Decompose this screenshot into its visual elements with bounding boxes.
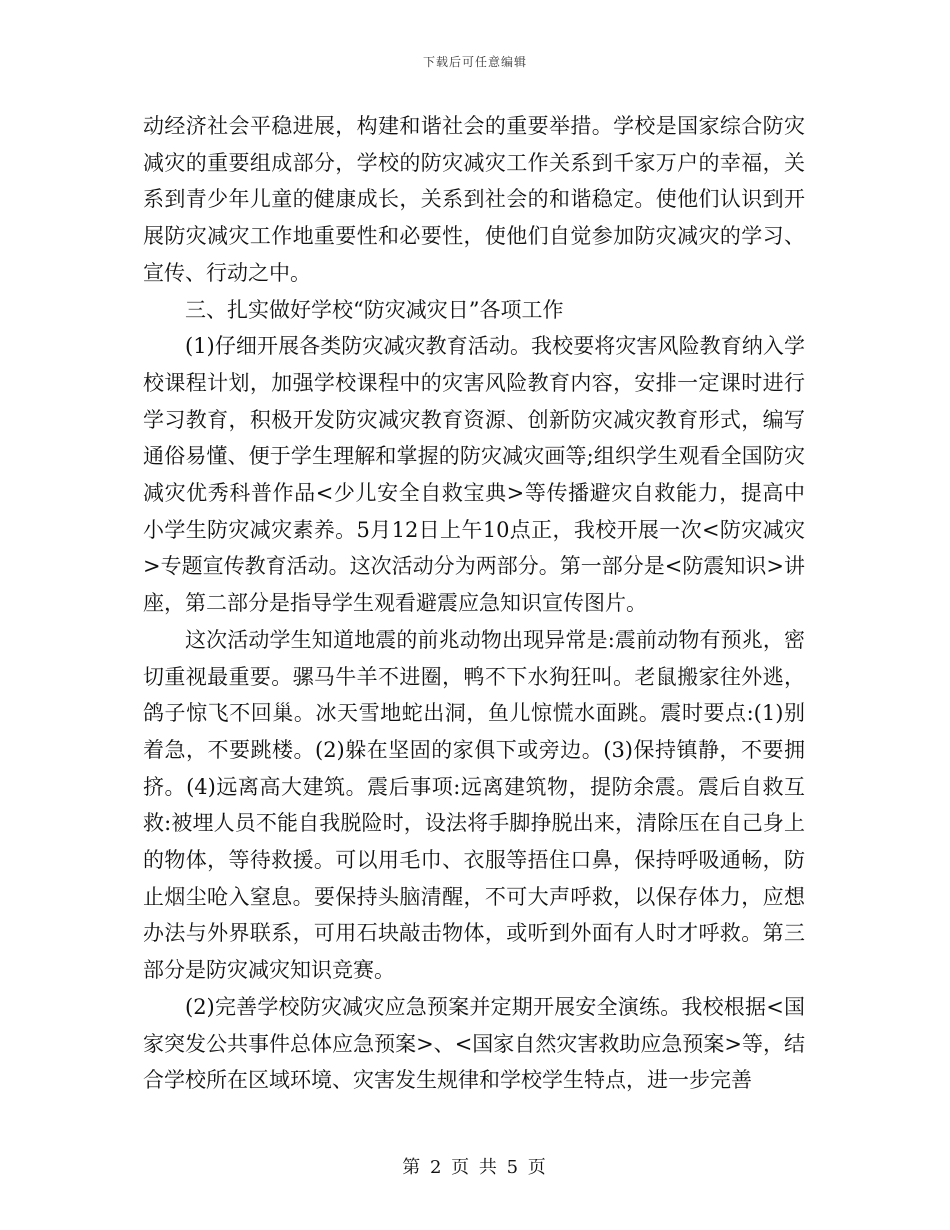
paragraph-earthquake-knowledge: 这次活动学生知道地震的前兆动物出现异常是:震前动物有预兆，密切重视最重要。骡马牛羊不进圈，鸭不下水狗狂叫。老鼠搬家往外逃，鸽子惊飞不回巢。冰天雪地蛇出洞，鱼儿惊慌水面跳。震时要点:(1)别着急，不要跳楼。(2)躲在坚固的家俱下或旁边。(3)保持镇静，不要拥挤。(4)远离高大建筑。震后事项:远离建筑物，提防余震。震后自救互救:被埋人员不能自我脱险时，设法将手脚挣脱出来，清除压在自己身上的物体，等待救援。可以用毛巾、衣服等捂住口鼻，保持呼吸通畅，防止烟尘呛入窒息。要保持头脑清醒，不可大声呼救，以保存体力，应想办法与外界联系，可用石块敲击物体，或听到外面有人时才呼救。第三部分是防灾减灾知识竞赛。 xyxy=(143,627,805,983)
page-header: 下载后可任意编辑 xyxy=(422,55,527,69)
paragraph-education-activities: (1)仔细开展各类防灾减灾教育活动。我校要将灾害风险教育纳入学校课程计划，加强学校课程中的灾害风险教育内容，安排一定课时进行学习教育，积极开发防灾减灾教育资源、创新防灾减灾教育形式，编写通俗易懂、便于学生理解和掌握的防灾减灾画等;组织学生观看全国防灾减灾优秀科普作品<少儿安全自救宝典>等传播避灾自救能力，提高中小学生防灾减灾素养。5月12日上午10点正，我校开展一次<防灾减灾>专题宣传教育活动。这次活动分为两部分。第一部分是<防震知识>讲座，第二部分是指导学生观看避震应急知识宣传图片。 xyxy=(143,334,805,616)
paragraph-emergency-plan: (2)完善学校防灾减灾应急预案并定期开展安全演练。我校根据<国家突发公共事件总体应急预案>、<国家自然灾害救助应急预案>等，结合学校所在区域环境、灾害发生规律和学校学生特点，进一步完善 xyxy=(143,994,805,1093)
page-footer: 第 2 页 共 5 页 xyxy=(402,1157,548,1178)
section-heading: 三、扎实做好学校“防灾减灾日”各项工作 xyxy=(185,297,564,322)
paragraph-continuation: 动经济社会平稳进展，构建和谐社会的重要举措。学校是国家综合防灾减灾的重要组成部分，学校的防灾减灾工作关系到千家万户的幸福，关系到青少年儿童的健康成长，关系到社会的和谐稳定。使他们认识到开展防灾减灾工作地重要性和必要性，使他们自觉参加防灾减灾的学习、宣传、行动之中。 xyxy=(143,114,805,285)
document-body xyxy=(143,108,805,1099)
